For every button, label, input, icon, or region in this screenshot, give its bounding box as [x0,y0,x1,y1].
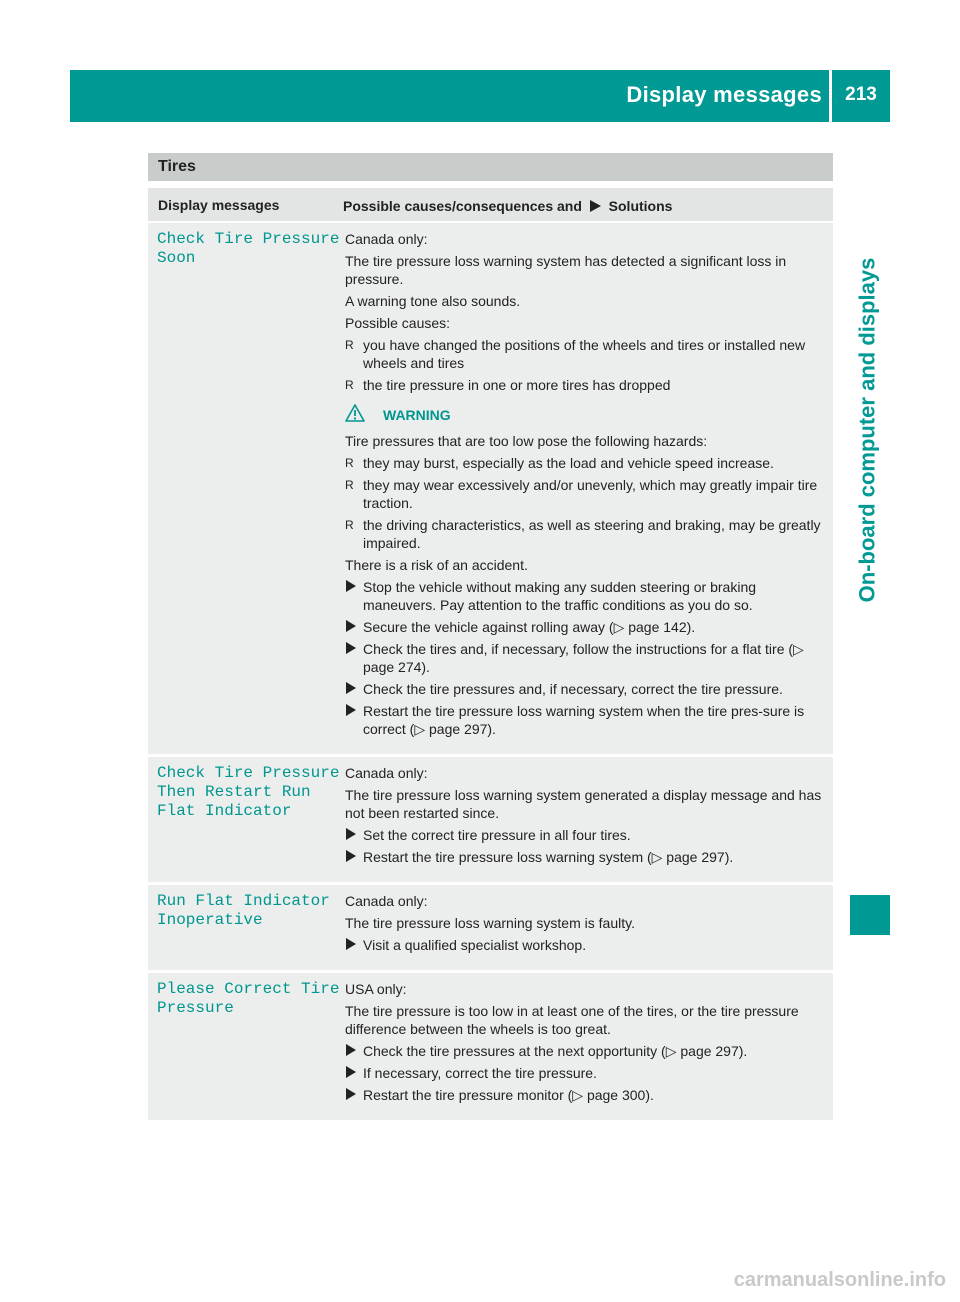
bullet-item [345,454,827,472]
page-number: 213 [845,84,877,105]
bullet-item [345,516,827,552]
action-arrow-icon [345,579,357,593]
paragraph: The tire pressure loss warning system is faulty. [345,915,635,931]
paragraph: A warning tone also sounds. [345,293,521,309]
action-text: Restart the tire pressure loss warning system (▷ page 297). [363,849,734,865]
paragraph: There is a risk of an accident. [345,557,528,573]
action-text: Check the tire pressures and, if necessary, correct the tire pressure. [363,681,783,697]
display-message-line: Pressure [157,999,234,1017]
bullet-text: they may burst, especially as the load and vehicle speed increase. [363,455,774,471]
warning-label: WARNING [383,407,451,423]
bullet-icon: R [345,478,354,492]
action-text: Check the tire pressures at the next opportunity (▷ page 297). [363,1043,748,1059]
column-header-solutions-text: Possible causes/consequences and [343,198,582,214]
header-title: Display messages [626,82,822,107]
bullet-icon: R [345,338,354,352]
page-header [70,70,890,122]
action-arrow-icon [345,827,357,841]
bullet-icon: R [345,378,354,392]
side-chapter-label: On-board computer and displays [854,257,880,603]
paragraph: Canada only: [345,765,428,781]
action-step [345,1086,827,1104]
action-text: Stop the vehicle without making any sudden steering or braking maneuvers. Pay attention to the traffic conditions as you do so. [363,579,757,613]
display-message [148,973,340,1120]
action-step [345,618,827,636]
section-title: Tires [148,153,833,181]
action-arrow-icon [345,1087,357,1101]
warning-triangle-icon [345,404,383,426]
bullet-text: they may wear excessively and/or unevenly, which may greatly impair tire traction. [363,477,818,511]
action-text: Check the tires and, if necessary, follow the instructions for a flat tire (▷ page 274). [363,641,804,675]
causes-solutions [335,885,833,970]
action-step [345,936,827,954]
display-message-line: Soon [157,249,196,267]
table-row [148,885,833,970]
causes-solutions [335,973,833,1120]
paragraph: Tire pressures that are too low pose the following hazards: [345,433,708,449]
paragraph: Possible causes: [345,315,451,331]
table-row [148,973,833,1120]
action-arrow-icon [345,1065,357,1079]
display-message [148,757,340,882]
action-arrow-icon [345,703,357,717]
paragraph: The tire pressure is too low in at least one of the tires, or the tire pressure difference between the wheels is too great. [345,1003,799,1037]
action-text: Secure the vehicle against rolling away (▷ page 142). [363,619,696,635]
paragraph: Canada only: [345,231,428,247]
action-step [345,702,827,738]
action-arrow-icon [345,849,357,863]
table-header [148,188,833,221]
display-message-line: Check Tire Pressure [157,230,340,248]
display-message-line: Check Tire Pressure [157,764,340,782]
action-text: Restart the tire pressure monitor (▷ page 300). [363,1087,654,1103]
action-step [345,1042,827,1060]
paragraph: USA only: [345,981,407,997]
watermark: carmanualsonline.info [733,1269,946,1291]
action-text: If necessary, correct the tire pressure. [363,1065,597,1081]
action-step [345,1064,827,1082]
display-message-line: Inoperative [157,911,263,929]
table-row [148,223,833,754]
action-arrow-icon [590,200,601,212]
table-row [148,757,833,882]
action-arrow-icon [345,1043,357,1057]
paragraph: The tire pressure loss warning system has detected a significant loss in pressure. [345,253,787,287]
action-step [345,826,827,844]
bullet-text: the driving characteristics, as well as steering and braking, may be greatly impaired. [363,517,821,551]
bullet-text: you have changed the positions of the wheels and tires or installed new wheels and tires [363,337,806,371]
display-message [148,223,340,754]
action-arrow-icon [345,937,357,951]
chapter-marker [850,895,890,935]
bullet-text: the tire pressure in one or more tires has dropped [363,377,671,393]
display-message-line: Then Restart Run [157,783,311,801]
table-body [148,223,833,1120]
side-chapter-tab [845,225,890,635]
bullet-icon: R [345,456,354,470]
action-step [345,578,827,614]
column-header-solutions [335,188,833,221]
warning-heading [345,404,827,426]
column-header-messages: Display messages [158,197,280,213]
paragraph: Canada only: [345,893,428,909]
action-text: Set the correct tire pressure in all four tires. [363,827,631,843]
action-arrow-icon [345,641,357,655]
column-header-solutions-tail: Solutions [608,198,673,214]
action-arrow-icon [345,681,357,695]
bullet-item [345,476,827,512]
bullet-icon: R [345,518,354,532]
causes-solutions [335,223,833,754]
display-message-line: Please Correct Tire [157,980,340,998]
action-step [345,640,827,676]
action-text: Restart the tire pressure loss warning system when the tire pres-sure is correct (▷ page 297). [363,703,805,737]
display-messages-table [148,188,833,1123]
action-text: Visit a qualified specialist workshop. [363,937,587,953]
display-message-line: Flat Indicator [157,802,292,820]
bullet-item [345,336,827,372]
display-message [148,885,333,970]
action-step [345,680,827,698]
action-arrow-icon [345,619,357,633]
paragraph: The tire pressure loss warning system generated a display message and has not been restarted since. [345,787,822,821]
display-message-line: Run Flat Indicator [157,892,330,910]
causes-solutions [335,757,833,882]
bullet-item [345,376,827,394]
action-step [345,848,827,866]
